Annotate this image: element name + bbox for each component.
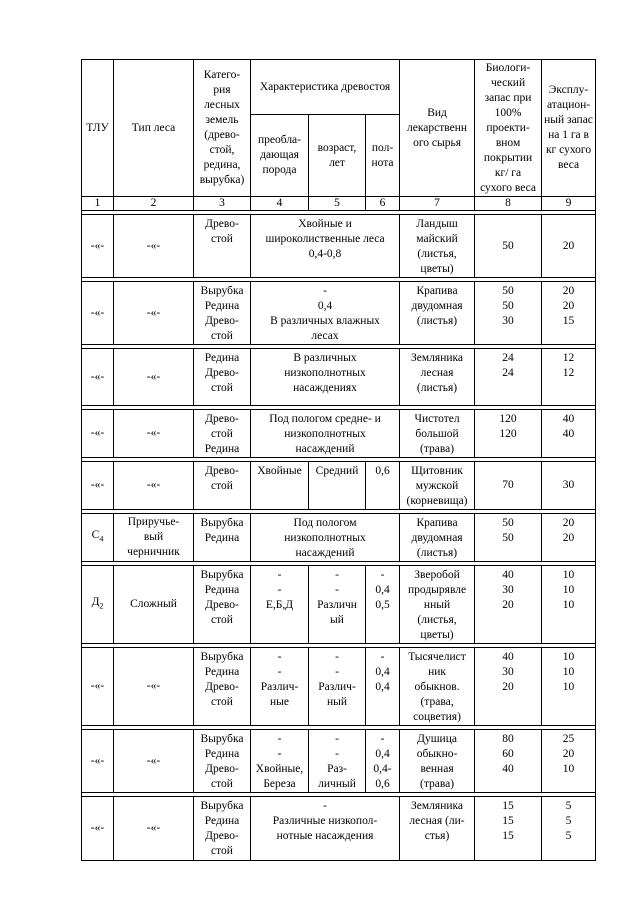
column-number-row: [82, 197, 596, 211]
header-bio-stock: Биологи- ческий запас при 100% проекти- вном покрытии кг/ га сухого веса: [475, 60, 542, 197]
density-cell: - 0,4 0,5: [366, 566, 400, 644]
land-category-cell: Вырубка Редина Древо- стой: [194, 648, 251, 726]
exploit-stock-cell: 20 20: [542, 514, 596, 562]
tlu-code: -«-: [90, 822, 105, 834]
forest-type-cell: Приручье- вый черничник: [114, 514, 194, 562]
tlu-code: -«-: [90, 239, 105, 252]
tlu-cell: [82, 566, 114, 644]
land-category-cell: Редина Древо- стой: [194, 349, 251, 406]
tlu-code: С: [91, 529, 100, 542]
tlu-cell: [82, 730, 114, 793]
bio-stock-cell: 50 50: [475, 514, 542, 562]
column-number: 1: [82, 197, 114, 211]
land-category-cell: Вырубка Редина Древо- стой: [194, 797, 251, 861]
exploit-stock-cell: 20: [542, 215, 596, 278]
raw-material-cell: Чистотел большой (трава): [400, 410, 475, 458]
forest-resources-table: [81, 59, 596, 861]
forest-type-cell: -«-: [114, 282, 194, 345]
raw-material-cell: Душица обыкно- венная (трава): [400, 730, 475, 793]
tlu-code: -«-: [90, 427, 105, 439]
tlu-code: Д: [91, 596, 100, 609]
column-number: 5: [309, 197, 366, 211]
forest-type-cell: Сложный: [114, 566, 194, 644]
table-row: [82, 797, 596, 861]
table-row: [82, 410, 596, 458]
tlu-code: -«-: [90, 680, 105, 692]
land-category-cell: Древо- стой: [194, 215, 251, 278]
tlu-code: -«-: [90, 306, 105, 319]
density-cell: - 0,4 0,4- 0,6: [366, 730, 400, 793]
tlu-cell: [82, 648, 114, 726]
bio-stock-cell: 40 30 20: [475, 648, 542, 726]
raw-material-cell: Крапива двудомная (листья): [400, 514, 475, 562]
dominant-species-cell: - - Хвойные, Береза: [251, 730, 309, 793]
forest-type-cell: -«-: [114, 462, 194, 510]
age-cell: - - Различ- ный: [309, 648, 366, 726]
tlu-cell: [82, 215, 114, 278]
stand-description-cell: В различных низкополнотных насаждениях: [251, 349, 400, 406]
table-row: [82, 282, 596, 345]
forest-type-cell: -«-: [114, 648, 194, 726]
column-number: 8: [475, 197, 542, 211]
column-number: 3: [194, 197, 251, 211]
tlu-code: -«-: [90, 754, 105, 767]
stand-description-cell: - Различные низкопол- нотные насаждения: [251, 797, 400, 861]
header-raw-material: Вид лекарственн ого сырья: [400, 60, 475, 197]
forest-type-cell: -«-: [114, 730, 194, 793]
header-exploit-stock: Эксплу- атацион- ный запас на 1 га в кг сухого веса: [542, 60, 596, 197]
age-cell: - - Раз- личный: [309, 730, 366, 793]
forest-type-cell: -«-: [114, 410, 194, 458]
bio-stock-cell: 50: [475, 215, 542, 278]
column-number: 6: [366, 197, 400, 211]
land-category-cell: Древо- стой Редина: [194, 410, 251, 458]
density-cell: 0,6: [366, 462, 400, 510]
stand-description-cell: Под пологом средне- и низкополнотных насаждений: [251, 410, 400, 458]
table-row: [82, 215, 596, 278]
table-row: [82, 648, 596, 726]
header-land-category: Катего- рия лесных земель (древо- стой, редина, вырубка): [194, 60, 251, 197]
land-category-cell: Вырубка Редина Древо- стой: [194, 566, 251, 644]
tlu-cell: [82, 514, 114, 562]
bio-stock-cell: 80 60 40: [475, 730, 542, 793]
exploit-stock-cell: 12 12: [542, 349, 596, 406]
table-row: [82, 730, 596, 793]
column-number: 7: [400, 197, 475, 211]
bio-stock-cell: 15 15 15: [475, 797, 542, 861]
exploit-stock-cell: 40 40: [542, 410, 596, 458]
age-cell: Средний: [309, 462, 366, 510]
table-row: [82, 349, 596, 406]
tlu-cell: [82, 462, 114, 510]
table-row: [82, 514, 596, 562]
header-density: пол- нота: [366, 115, 400, 197]
header-forest-type: Тип леса: [114, 60, 194, 197]
tlu-cell: [82, 349, 114, 406]
forest-type-cell: -«-: [114, 215, 194, 278]
exploit-stock-cell: 30: [542, 462, 596, 510]
raw-material-cell: Щитовник мужской (корневища): [400, 462, 475, 510]
bio-stock-cell: 24 24: [475, 349, 542, 406]
raw-material-cell: Тысячелист ник обыкнов. (трава, соцветия): [400, 648, 475, 726]
raw-material-cell: Земляника лесная (ли- стья): [400, 797, 475, 861]
stand-description-cell: - 0,4 В различных влажных лесах: [251, 282, 400, 345]
exploit-stock-cell: 25 20 10: [542, 730, 596, 793]
tlu-code: -«-: [90, 370, 105, 383]
header-age: возраст, лет: [309, 115, 366, 197]
bio-stock-cell: 50 50 30: [475, 282, 542, 345]
tlu-subscript: 2: [99, 601, 104, 611]
header-stand-characteristics: Характеристика древостоя: [251, 60, 400, 115]
raw-material-cell: Зверобой продырявле нный (листья, цветы): [400, 566, 475, 644]
bio-stock-cell: 40 30 20: [475, 566, 542, 644]
tlu-cell: [82, 282, 114, 345]
column-number: 2: [114, 197, 194, 211]
exploit-stock-cell: 20 20 15: [542, 282, 596, 345]
table-body: [82, 211, 596, 861]
table-row: [82, 566, 596, 644]
exploit-stock-cell: 10 10 10: [542, 566, 596, 644]
exploit-stock-cell: 5 5 5: [542, 797, 596, 861]
land-category-cell: Вырубка Редина Древо- стой: [194, 282, 251, 345]
header-tlu: ТЛУ: [82, 60, 114, 197]
age-cell: - - Различн ый: [309, 566, 366, 644]
stand-description-cell: Под пологом низкополнотных насаждений: [251, 514, 400, 562]
exploit-stock-cell: 10 10 10: [542, 648, 596, 726]
dominant-species-cell: - - Различ- ные: [251, 648, 309, 726]
column-number: 4: [251, 197, 309, 211]
tlu-cell: [82, 410, 114, 458]
raw-material-cell: Ландыш майский (листья, цветы): [400, 215, 475, 278]
land-category-cell: Вырубка Редина: [194, 514, 251, 562]
forest-type-cell: -«-: [114, 797, 194, 861]
raw-material-cell: Земляника лесная (листья): [400, 349, 475, 406]
bio-stock-cell: 120 120: [475, 410, 542, 458]
dominant-species-cell: Хвойные: [251, 462, 309, 510]
land-category-cell: Древо- стой: [194, 462, 251, 510]
forest-type-cell: -«-: [114, 349, 194, 406]
land-category-cell: Вырубка Редина Древо- стой: [194, 730, 251, 793]
dominant-species-cell: - - Е,Б,Д: [251, 566, 309, 644]
tlu-cell: [82, 797, 114, 861]
bio-stock-cell: 70: [475, 462, 542, 510]
density-cell: - 0,4 0,4: [366, 648, 400, 726]
column-number: 9: [542, 197, 596, 211]
tlu-subscript: 4: [99, 534, 104, 544]
stand-description-cell: Хвойные и широколиственные леса 0,4-0,8: [251, 215, 400, 278]
table-row: [82, 462, 596, 510]
header-dominant-species: преобла- дающая порода: [251, 115, 309, 197]
tlu-code: -«-: [90, 479, 105, 491]
raw-material-cell: Крапива двудомная (листья): [400, 282, 475, 345]
